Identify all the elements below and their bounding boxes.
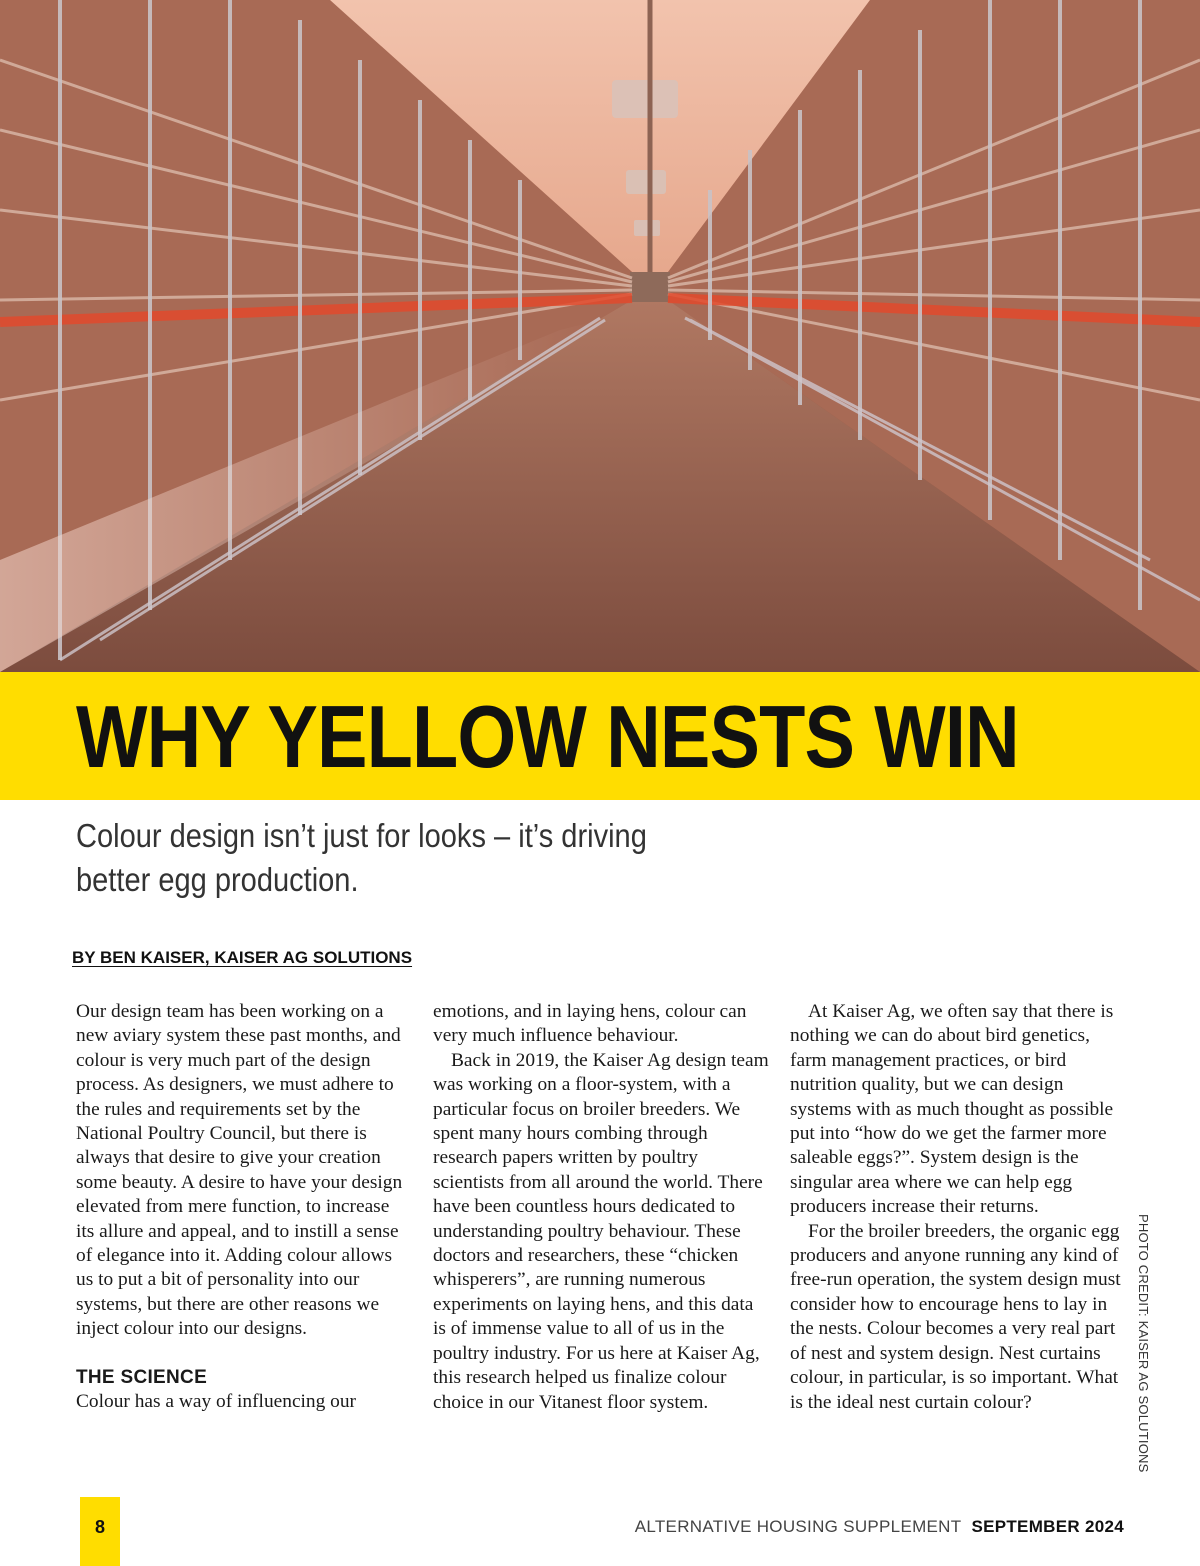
paragraph: Back in 2019, the Kaiser Ag design team was working on a floor-system, with a particular focus on broiler breeders. We spent many hours combing through research papers written by poultry scientists from all around the world. There have been countless hours dedicated to understanding poultry behaviour. These doctors and researchers, these “chicken whisperers”, are running numerous experiments on laying hens, and this data is of immense value to all of us in the poultry industry. For us here at Kaiser Ag, this research helped us finalize colour choice in our Vitanest floor system.	[433, 1049, 769, 1413]
footer	[635, 1517, 1124, 1537]
hero-photo	[0, 0, 1200, 672]
section-heading: THE SCIENCE	[76, 1366, 208, 1388]
text-column-1	[76, 1000, 412, 1414]
article-subtitle: Colour design isn’t just for looks – it’s driving better egg production.	[76, 817, 647, 898]
aviary-photo-illustration	[0, 0, 1200, 672]
issue-date: SEPTEMBER 2024	[971, 1517, 1124, 1536]
paragraph: Colour has a way of influencing our	[76, 1390, 357, 1412]
article-title: WHY YELLOW NESTS WIN	[76, 687, 1019, 786]
paragraph: Our design team has been working on a new aviary system these past months, and colour is very much part of the design process. As designers, we must adhere to the rules and requirements set by the National Poultry Council, but there is always that desire to give your creation some beauty. A desire to have your design elevated from mere function, to increase its allure and appeal, and to instill a sense of elegance into it. Adding colour allows us to put a bit of personality into our systems, but there are other reasons we inject colour into our designs.	[76, 1001, 403, 1340]
text-column-2	[433, 1000, 769, 1415]
paragraph: emotions, and in laying hens, colour can very much influence behaviour.	[433, 1001, 747, 1047]
photo-credit: PHOTO CREDIT: KAISER AG SOLUTIONS	[1136, 1214, 1151, 1473]
byline: BY BEN KAISER, KAISER AG SOLUTIONS	[72, 948, 413, 967]
page-number: 8	[94, 1517, 105, 1537]
paragraph: At Kaiser Ag, we often say that there is nothing we can do about bird genetics, farm management practices, or bird nutrition quality, but we can design systems with as much thought as possible put into “how do we get the farmer more saleable eggs?”. System design is the singular area where we can help egg producers increase their returns.	[790, 1001, 1114, 1218]
publication-name: ALTERNATIVE HOUSING SUPPLEMENT	[634, 1517, 962, 1536]
text-column-3	[790, 1000, 1126, 1415]
paragraph: For the broiler breeders, the organic egg producers and anyone running any kind of free-run operation, the system design must consider how to encourage hens to lay in the nests. Colour becomes a very real part of nest and system design. Nest curtains colour, in particular, is so important. What is the ideal nest curtain colour?	[790, 1220, 1121, 1413]
